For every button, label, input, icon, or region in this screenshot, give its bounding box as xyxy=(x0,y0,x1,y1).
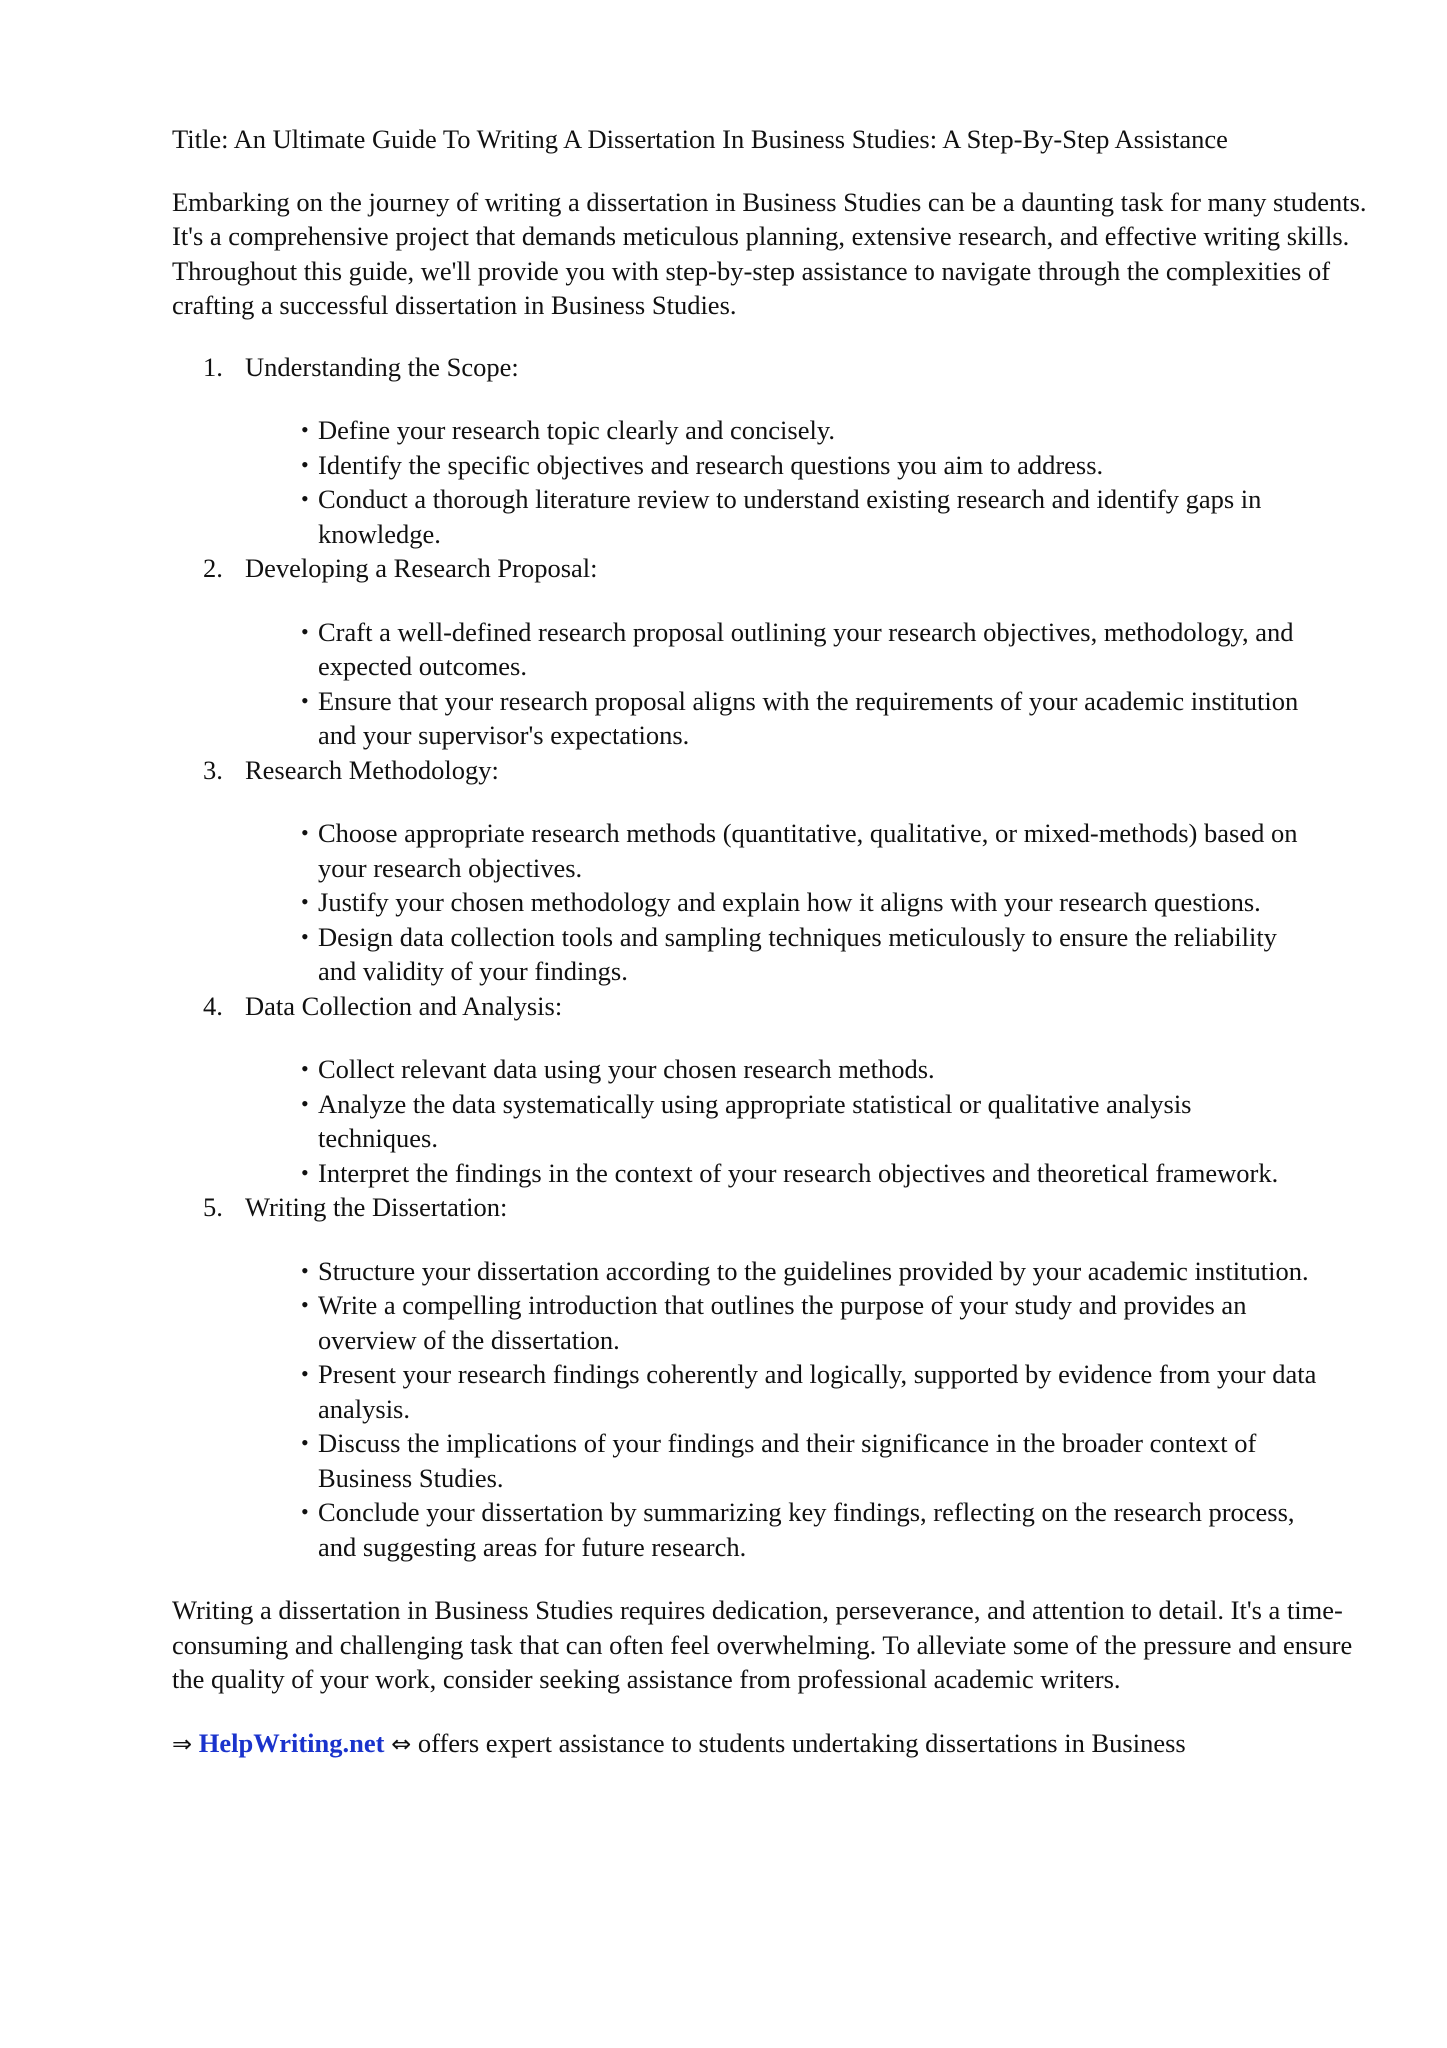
step-number: 4. xyxy=(203,990,223,1021)
list-item xyxy=(245,482,1318,551)
bullet-icon: • xyxy=(301,889,309,914)
step-item xyxy=(172,1190,1372,1564)
list-item xyxy=(245,615,1318,684)
step-item xyxy=(172,551,1372,753)
step-points xyxy=(245,413,1372,551)
step-heading: Research Methodology: xyxy=(245,754,499,785)
step-points xyxy=(245,1052,1372,1190)
step-number: 5. xyxy=(203,1192,223,1222)
point-text: Discuss the implications of your findings and their significance in the broader context of Business Studies. xyxy=(318,1428,1257,1493)
point-text: Interpret the findings in the context of your research objectives and theoretical framework. xyxy=(318,1157,1279,1188)
document-page xyxy=(172,122,1372,1761)
step-heading: Understanding the Scope: xyxy=(245,351,519,382)
step-heading: Data Collection and Analysis: xyxy=(245,990,563,1021)
bullet-icon: • xyxy=(301,1056,309,1081)
step-number: 3. xyxy=(203,754,223,785)
bullet-icon: • xyxy=(301,1361,309,1386)
point-text: Design data collection tools and sampling techniques meticulously to ensure the reliability and validity of your findings. xyxy=(318,921,1277,986)
list-item xyxy=(245,1087,1318,1156)
bullet-icon: • xyxy=(301,417,309,442)
list-item xyxy=(245,448,1318,483)
promo-text: offers expert assistance to students undertaking dissertations in Business xyxy=(411,1727,1186,1758)
list-item xyxy=(245,1254,1318,1289)
bullet-icon: • xyxy=(301,1292,309,1317)
point-text: Define your research topic clearly and concisely. xyxy=(318,415,835,445)
bullet-icon: • xyxy=(301,1090,309,1116)
bullet-icon: • xyxy=(301,923,309,949)
step-item xyxy=(172,350,1372,552)
point-text: Structure your dissertation according to the guidelines provided by your academic institution. xyxy=(318,1255,1309,1286)
step-item xyxy=(172,989,1372,1191)
intro-paragraph: Embarking on the journey of writing a dissertation in Business Studies can be a daunting task for many students. It's a comprehensive project that demands meticulous planning, extensive research, and effective writing skills. Throughout this guide, we'll provide you with step-by-step assistance to navigate through the complexities of crafting a successful dissertation in Business Studies. xyxy=(172,186,1367,320)
list-item xyxy=(245,920,1318,989)
point-text: Craft a well-defined research proposal outlining your research objectives, methodology, and expected outcomes. xyxy=(318,616,1294,681)
bullet-icon: • xyxy=(301,618,309,644)
right-arrow-icon: ⇒ xyxy=(172,1729,193,1758)
bullet-icon: • xyxy=(301,1257,309,1283)
list-item xyxy=(245,816,1318,885)
document-title: Title: An Ultimate Guide To Writing A Dissertation In Business Studies: A Step-By-Step Assistance xyxy=(172,124,1228,154)
list-item xyxy=(245,684,1318,753)
bullet-icon: • xyxy=(301,1430,309,1455)
step-points xyxy=(245,816,1372,989)
promo-line xyxy=(172,1726,1372,1762)
point-text: Conclude your dissertation by summarizing key findings, reflecting on the research process, and suggesting areas for future research. xyxy=(318,1497,1295,1562)
step-heading: Developing a Research Proposal: xyxy=(245,553,598,583)
point-text: Justify your chosen methodology and explain how it aligns with your research questions. xyxy=(318,887,1261,917)
bullet-icon: • xyxy=(301,1499,309,1524)
step-points xyxy=(245,615,1372,753)
step-points xyxy=(245,1254,1372,1565)
double-arrow-icon: ⇔ xyxy=(391,1729,412,1758)
list-item xyxy=(245,885,1318,920)
bullet-icon: • xyxy=(301,820,309,845)
point-text: Present your research findings coherently and logically, supported by evidence from your data analysis. xyxy=(318,1359,1317,1424)
list-item xyxy=(245,1288,1318,1357)
bullet-icon: • xyxy=(301,1159,309,1185)
closing-paragraph: Writing a dissertation in Business Studies requires dedication, perseverance, and attention to detail. It's a time-consuming and challenging task that can often feel overwhelming. To alleviate some of the pressure and ensure the quality of your work, consider seeking assistance from professional academic writers. xyxy=(172,1595,1353,1694)
list-item xyxy=(245,413,1318,448)
steps-list xyxy=(172,350,1372,1565)
step-item xyxy=(172,753,1372,989)
point-text: Write a compelling introduction that outlines the purpose of your study and provides an overview of the dissertation. xyxy=(318,1290,1247,1355)
bullet-icon: • xyxy=(301,687,309,713)
step-heading: Writing the Dissertation: xyxy=(245,1192,508,1222)
helpwriting-link[interactable]: HelpWriting.net xyxy=(198,1727,385,1758)
point-text: Ensure that your research proposal aligns with the requirements of your academic institution and your supervisor's expectations. xyxy=(318,685,1299,750)
list-item xyxy=(245,1357,1318,1426)
bullet-icon: • xyxy=(301,486,309,511)
point-text: Collect relevant data using your chosen research methods. xyxy=(318,1054,935,1084)
point-text: Choose appropriate research methods (quantitative, qualitative, or mixed-methods) based on your research objectives. xyxy=(318,818,1298,883)
point-text: Identify the specific objectives and research questions you aim to address. xyxy=(318,449,1104,480)
bullet-icon: • xyxy=(301,451,309,477)
list-item xyxy=(245,1156,1318,1191)
list-item xyxy=(245,1426,1318,1495)
step-number: 2. xyxy=(203,553,223,583)
list-item xyxy=(245,1495,1318,1564)
list-item xyxy=(245,1052,1318,1087)
point-text: Conduct a thorough literature review to understand existing research and identify gaps in knowledge. xyxy=(318,484,1262,549)
point-text: Analyze the data systematically using appropriate statistical or qualitative analysis techniques. xyxy=(318,1088,1192,1153)
step-number: 1. xyxy=(203,351,223,382)
